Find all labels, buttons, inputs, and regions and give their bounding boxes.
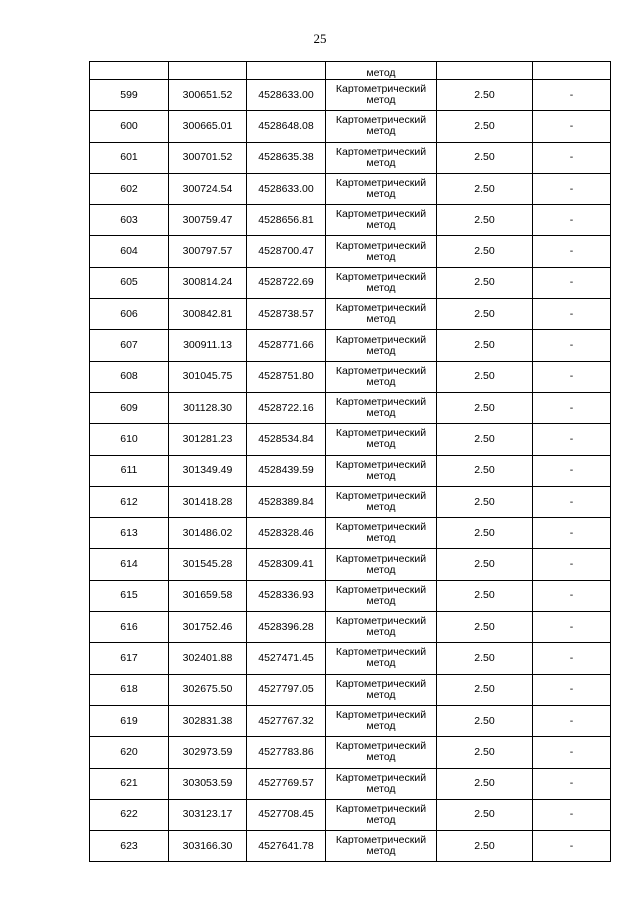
cell-point-number: 605 — [90, 267, 169, 298]
method-line-2: метод — [366, 594, 396, 607]
cell-x-coordinate: 300797.57 — [169, 236, 247, 267]
table-row — [90, 549, 611, 580]
method-line-1: Картометрический — [335, 615, 427, 628]
method-line-1: Картометрический — [335, 646, 427, 659]
cell-method — [326, 330, 437, 361]
cell-x-coordinate: 302675.50 — [169, 674, 247, 705]
method-line-2: метод — [366, 250, 396, 263]
cell-note: - — [533, 518, 611, 549]
cell-point-number: 600 — [90, 111, 169, 142]
cell-y-coordinate: 4528648.08 — [247, 111, 326, 142]
cell-method — [326, 518, 437, 549]
cell-y-coordinate: 4527797.05 — [247, 674, 326, 705]
table-row — [90, 299, 611, 330]
cell-point-number: 622 — [90, 799, 169, 830]
table-row — [90, 643, 611, 674]
method-line-2: метод — [366, 720, 396, 733]
method-line-2: метод — [366, 501, 396, 513]
cell-note: - — [533, 392, 611, 423]
cell-x-coordinate: 301486.02 — [169, 518, 247, 549]
cell-x-coordinate: 301128.30 — [169, 392, 247, 423]
cell-y-coordinate: 4528439.59 — [247, 455, 326, 486]
cell-point-number: 614 — [90, 549, 169, 580]
cell-y-coordinate: 4527783.86 — [247, 737, 326, 768]
cell-note: - — [533, 580, 611, 611]
cell-method — [326, 674, 437, 705]
cell-method — [326, 486, 437, 517]
cell-point-number: 623 — [90, 831, 169, 862]
method-line-2: метод — [366, 563, 396, 576]
table-row — [90, 674, 611, 705]
cell-x-coordinate: 303123.17 — [169, 799, 247, 830]
cell-error: 2.50 — [437, 111, 533, 142]
cell-y-coordinate: 4528389.84 — [247, 486, 326, 517]
cell-point-number: 611 — [90, 455, 169, 486]
cell-y-coordinate: 4528722.16 — [247, 392, 326, 423]
cell-point-number: 615 — [90, 580, 169, 611]
cell-point-number: 599 — [90, 80, 169, 111]
table-row — [90, 267, 611, 298]
cell-x-coordinate: 300911.13 — [169, 330, 247, 361]
method-line-2: метод — [366, 188, 396, 201]
method-line-1: Картометрический — [335, 458, 427, 471]
method-line-1: Картометрический — [335, 677, 427, 690]
coordinates-table — [89, 61, 611, 862]
cell-point-number: 619 — [90, 705, 169, 736]
cell-error: 2.50 — [437, 643, 533, 674]
cell-method — [326, 424, 437, 455]
cell-error: 2.50 — [437, 330, 533, 361]
method-line-2: метод — [366, 125, 396, 138]
method-line-2: метод — [366, 94, 396, 107]
cell-y-coordinate: 4528336.93 — [247, 580, 326, 611]
method-line-2: метод — [366, 688, 396, 701]
cell-note: - — [533, 549, 611, 580]
cell-method — [326, 205, 437, 236]
cell-point-number: 601 — [90, 142, 169, 173]
table-row — [90, 737, 611, 768]
cell-method — [326, 236, 437, 267]
cell-note: - — [533, 330, 611, 361]
cell-point-number: 610 — [90, 424, 169, 455]
cell-x-coordinate: 301418.28 — [169, 486, 247, 517]
method-line-1: Картометрический — [335, 208, 427, 221]
cell-y-coordinate: 4528656.81 — [247, 205, 326, 236]
cell-y-coordinate: 4528635.38 — [247, 142, 326, 173]
cell-method — [326, 705, 437, 736]
method-line-2: метод — [366, 813, 396, 826]
method-line-1: Картометрический — [335, 490, 427, 502]
method-line-1: Картометрический — [335, 521, 427, 534]
table-row — [90, 111, 611, 142]
cell-method — [326, 361, 437, 392]
cell-error: 2.50 — [437, 518, 533, 549]
cell-x-coordinate: 301281.23 — [169, 424, 247, 455]
cell-method — [326, 392, 437, 423]
cell-x-coordinate: 302831.38 — [169, 705, 247, 736]
cell-error: 2.50 — [437, 142, 533, 173]
cell-point-number: 618 — [90, 674, 169, 705]
method-line-2: метод — [366, 657, 396, 670]
cell-x-coordinate: 303053.59 — [169, 768, 247, 799]
cell-y-coordinate: 4527767.32 — [247, 705, 326, 736]
cell-note: - — [533, 205, 611, 236]
cell-error: 2.50 — [437, 831, 533, 862]
cell-x-coordinate: 303166.30 — [169, 831, 247, 862]
method-line-1: Картометрический — [335, 709, 427, 722]
method-line-1: Картометрический — [335, 333, 427, 346]
method-line-2: метод — [366, 156, 396, 169]
cell-point-number: 607 — [90, 330, 169, 361]
cell-y-coordinate: 4528738.57 — [247, 299, 326, 330]
table-row — [90, 205, 611, 236]
continuation-cell-num — [90, 62, 169, 80]
continuation-cell-x — [169, 62, 247, 80]
cell-method — [326, 737, 437, 768]
table-row — [90, 142, 611, 173]
cell-error: 2.50 — [437, 173, 533, 204]
cell-y-coordinate: 4527708.45 — [247, 799, 326, 830]
cell-y-coordinate: 4528751.80 — [247, 361, 326, 392]
method-line-1: Картометрический — [335, 740, 427, 753]
continuation-cell-error — [437, 62, 533, 80]
cell-error: 2.50 — [437, 580, 533, 611]
cell-x-coordinate: 300759.47 — [169, 205, 247, 236]
table-row — [90, 831, 611, 862]
cell-note: - — [533, 111, 611, 142]
method-line-2: метод — [366, 751, 396, 764]
cell-x-coordinate: 301752.46 — [169, 612, 247, 643]
cell-error: 2.50 — [437, 549, 533, 580]
table-row — [90, 799, 611, 830]
cell-x-coordinate: 301545.28 — [169, 549, 247, 580]
cell-error: 2.50 — [437, 361, 533, 392]
cell-x-coordinate: 301045.75 — [169, 361, 247, 392]
table-row — [90, 80, 611, 111]
table-row — [90, 236, 611, 267]
cell-error: 2.50 — [437, 424, 533, 455]
method-line-2: метод — [366, 469, 396, 482]
cell-error: 2.50 — [437, 612, 533, 643]
method-line-2: метод — [366, 313, 396, 326]
cell-error: 2.50 — [437, 799, 533, 830]
cell-y-coordinate: 4528309.41 — [247, 549, 326, 580]
cell-point-number: 604 — [90, 236, 169, 267]
cell-method — [326, 80, 437, 111]
continuation-cell-note — [533, 62, 611, 80]
cell-y-coordinate: 4528700.47 — [247, 236, 326, 267]
cell-point-number: 603 — [90, 205, 169, 236]
cell-method — [326, 142, 437, 173]
cell-method — [326, 455, 437, 486]
cell-error: 2.50 — [437, 737, 533, 768]
cell-method — [326, 768, 437, 799]
cell-note: - — [533, 486, 611, 517]
cell-point-number: 606 — [90, 299, 169, 330]
method-line-1: Картометрический — [335, 83, 427, 96]
table-row — [90, 173, 611, 204]
method-line-2: метод — [366, 344, 396, 357]
cell-error: 2.50 — [437, 236, 533, 267]
cell-note: - — [533, 80, 611, 111]
method-line-1: Картометрический — [335, 145, 427, 158]
cell-x-coordinate: 300814.24 — [169, 267, 247, 298]
cell-error: 2.50 — [437, 674, 533, 705]
table-row — [90, 518, 611, 549]
cell-note: - — [533, 173, 611, 204]
table-row — [90, 486, 611, 517]
cell-note: - — [533, 424, 611, 455]
cell-x-coordinate: 302401.88 — [169, 643, 247, 674]
cell-error: 2.50 — [437, 299, 533, 330]
table-row — [90, 361, 611, 392]
cell-x-coordinate: 300701.52 — [169, 142, 247, 173]
method-line-1: Картометрический — [335, 270, 427, 283]
table-row — [90, 330, 611, 361]
cell-method — [326, 299, 437, 330]
cell-y-coordinate: 4528633.00 — [247, 173, 326, 204]
cell-note: - — [533, 236, 611, 267]
method-line-2: метод — [366, 407, 396, 420]
cell-note: - — [533, 705, 611, 736]
method-line-2: метод — [366, 219, 396, 232]
cell-note: - — [533, 737, 611, 768]
cell-note: - — [533, 267, 611, 298]
table-body — [90, 62, 611, 862]
cell-x-coordinate: 300651.52 — [169, 80, 247, 111]
cell-error: 2.50 — [437, 486, 533, 517]
cell-note: - — [533, 455, 611, 486]
method-line-2: метод — [366, 281, 396, 294]
cell-y-coordinate: 4528771.66 — [247, 330, 326, 361]
cell-y-coordinate: 4528722.69 — [247, 267, 326, 298]
cell-note: - — [533, 361, 611, 392]
cell-y-coordinate: 4527769.57 — [247, 768, 326, 799]
cell-method — [326, 643, 437, 674]
cell-note: - — [533, 299, 611, 330]
method-line-1: Картометрический — [335, 427, 427, 440]
cell-note: - — [533, 674, 611, 705]
method-line-2: метод — [366, 532, 396, 545]
cell-point-number: 602 — [90, 173, 169, 204]
cell-y-coordinate: 4528396.28 — [247, 612, 326, 643]
cell-error: 2.50 — [437, 80, 533, 111]
method-line-1: Картометрический — [335, 364, 427, 377]
cell-error: 2.50 — [437, 455, 533, 486]
cell-error: 2.50 — [437, 705, 533, 736]
method-line-2: метод — [366, 782, 396, 795]
cell-x-coordinate: 301659.58 — [169, 580, 247, 611]
table-row — [90, 424, 611, 455]
method-line-1: Картометрический — [335, 114, 427, 127]
cell-x-coordinate: 300842.81 — [169, 299, 247, 330]
cell-point-number: 609 — [90, 392, 169, 423]
cell-y-coordinate: 4528534.84 — [247, 424, 326, 455]
table-row — [90, 580, 611, 611]
method-line-1: Картометрический — [335, 834, 427, 847]
method-line-1: Картометрический — [335, 396, 427, 409]
cell-method — [326, 580, 437, 611]
method-line-2: метод — [366, 845, 396, 858]
cell-x-coordinate: 301349.49 — [169, 455, 247, 486]
cell-point-number: 620 — [90, 737, 169, 768]
cell-note: - — [533, 643, 611, 674]
table-row — [90, 705, 611, 736]
method-line-1: Картометрический — [335, 583, 427, 596]
cell-x-coordinate: 300665.01 — [169, 111, 247, 142]
cell-y-coordinate: 4528633.00 — [247, 80, 326, 111]
cell-y-coordinate: 4527471.45 — [247, 643, 326, 674]
cell-method — [326, 612, 437, 643]
cell-method — [326, 549, 437, 580]
cell-method — [326, 173, 437, 204]
cell-note: - — [533, 142, 611, 173]
cell-note: - — [533, 612, 611, 643]
method-line-1: Картометрический — [335, 239, 427, 252]
method-line-1: Картометрический — [335, 177, 427, 190]
cell-point-number: 621 — [90, 768, 169, 799]
page-number: 25 — [313, 31, 327, 46]
cell-point-number: 616 — [90, 612, 169, 643]
continuation-row — [90, 62, 611, 80]
table-row — [90, 612, 611, 643]
continuation-cell-y — [247, 62, 326, 80]
cell-method — [326, 267, 437, 298]
cell-method — [326, 831, 437, 862]
method-line-2: метод — [366, 438, 396, 451]
method-line-1: Картометрический — [335, 802, 427, 815]
cell-point-number: 608 — [90, 361, 169, 392]
cell-note: - — [533, 831, 611, 862]
table-row — [90, 455, 611, 486]
cell-error: 2.50 — [437, 205, 533, 236]
cell-x-coordinate: 302973.59 — [169, 737, 247, 768]
cell-x-coordinate: 300724.54 — [169, 173, 247, 204]
cell-method — [326, 111, 437, 142]
method-line-1: Картометрический — [335, 302, 427, 315]
cell-note: - — [533, 799, 611, 830]
cell-point-number: 612 — [90, 486, 169, 517]
cell-y-coordinate: 4528328.46 — [247, 518, 326, 549]
cell-point-number: 617 — [90, 643, 169, 674]
cell-method — [326, 799, 437, 830]
method-line-2: метод — [366, 375, 396, 388]
cell-note: - — [533, 768, 611, 799]
method-line-1: Картометрический — [335, 771, 427, 784]
cell-error: 2.50 — [437, 267, 533, 298]
method-line-2: метод — [366, 626, 396, 639]
method-line-1: Картометрический — [335, 552, 427, 565]
continuation-cell-method: метод — [326, 62, 437, 80]
table-row — [90, 392, 611, 423]
cell-error: 2.50 — [437, 768, 533, 799]
cell-point-number: 613 — [90, 518, 169, 549]
cell-error: 2.50 — [437, 392, 533, 423]
table-row — [90, 768, 611, 799]
cell-y-coordinate: 4527641.78 — [247, 831, 326, 862]
